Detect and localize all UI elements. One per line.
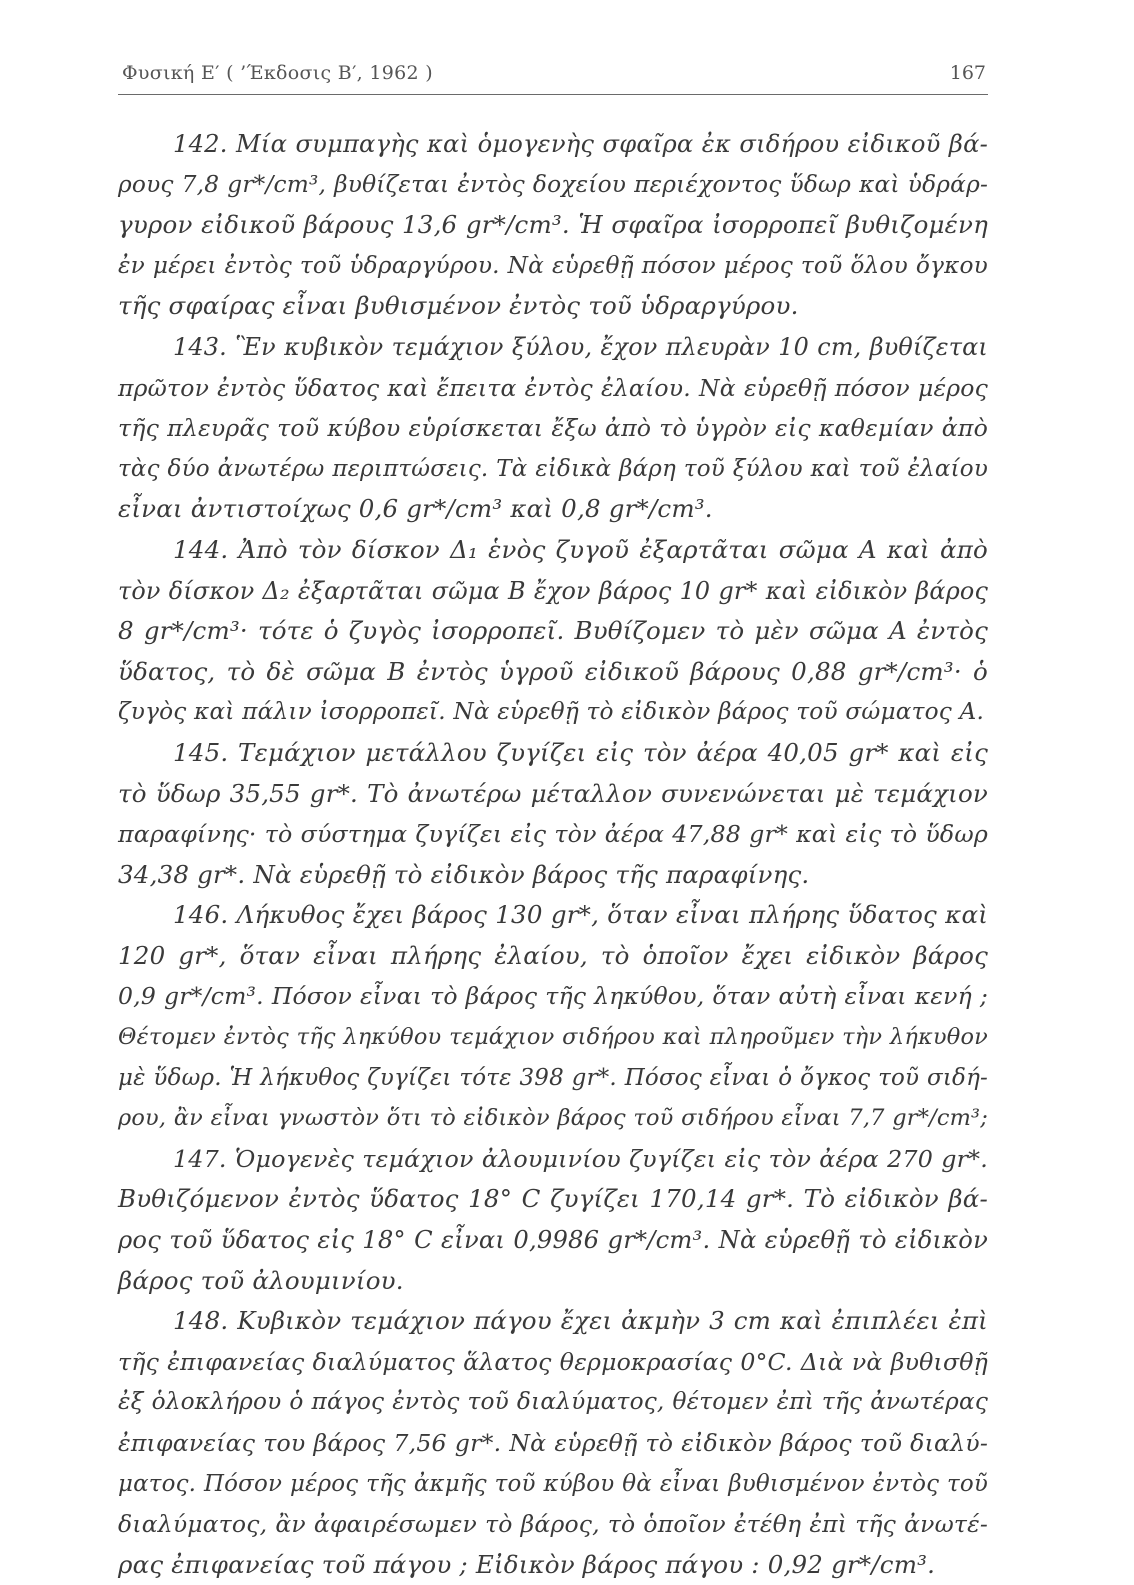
text-line: τὰς δύο ἀνωτέρω περιπτώσεις. Τὰ εἰδικὰ βάρη τοῦ ξύλου καὶ τοῦ ἐλαίου: [118, 455, 988, 482]
text-line: γυρον εἰδικοῦ βάρους 13,6 gr*/cm³. Ἡ σφαῖρα ἰσορροπεῖ βυθιζομένη: [118, 210, 988, 240]
text-line: ρου, ἂν εἶναι γνωστὸν ὅτι τὸ εἰδικὸν βάρος τοῦ σιδήρου εἶναι 7,7 gr*/cm³;: [118, 1105, 988, 1132]
page-header: [118, 58, 988, 95]
running-title: Φυσική Ε′ ( ’Έκδοσις Β′, 1962 ): [122, 62, 433, 84]
text-line: ἐπιφανείας του βάρος 7,56 gr*. Νὰ εὑρεθῇ τὸ εἰδικὸν βάρος τοῦ διαλύ-: [118, 1429, 988, 1457]
text-line: τῆς ἐπιφανείας διαλύματος ἅλατος θερμοκρασίας 0°C. Διὰ νὰ βυθισθῇ: [118, 1347, 988, 1376]
text-line: εἶναι ἀντιστοίχως 0,6 gr*/cm³ καὶ 0,8 gr*/cm³.: [118, 494, 713, 524]
text-line: παραφίνης· τὸ σύστημα ζυγίζει εἰς τὸν ἀέρα 47,88 gr* καὶ εἰς τὸ ὕδωρ: [118, 820, 988, 849]
text-line: ὕδατος, τὸ δὲ σῶμα Β ἐντὸς ὑγροῦ εἰδικοῦ βάρους 0,88 gr*/cm³· ὁ: [118, 656, 988, 686]
text-line: 142. Μία συμπαγὴς καὶ ὁμογενὴς σφαῖρα ἐκ σιδήρου εἰδικοῦ βά-: [173, 130, 988, 158]
text-line: τὸ ὕδωρ 35,55 gr*. Τὸ ἀνωτέρω μέταλλον συνενώνεται μὲ τεμάχιον: [118, 778, 988, 808]
text-line: διαλύματος, ἂν ἀφαιρέσωμεν τὸ βάρος, τὸ ὁποῖον ἐτέθη ἐπὶ τῆς ἀνωτέ-: [118, 1510, 988, 1539]
text-line: Βυθιζόμενον ἐντὸς ὕδατος 18° C ζυγίζει 170,14 gr*. Τὸ εἰδικὸν βά-: [118, 1184, 988, 1214]
text-line: 143. Ἓν κυβικὸν τεμάχιον ξύλου, ἔχον πλευρὰν 10 cm, βυθίζεται: [173, 332, 988, 361]
text-line: τῆς σφαίρας εἶναι βυθισμένον ἐντὸς τοῦ ὑδραργύρου.: [118, 291, 799, 321]
text-line: ματος. Πόσον μέρος τῆς ἀκμῆς τοῦ κύβου θὰ εἶναι βυθισμένον ἐντὸς τοῦ: [118, 1470, 988, 1497]
text-line: ζυγὸς καὶ πάλιν ἰσορροπεῖ. Νὰ εὑρεθῇ τὸ εἰδικὸν βάρος τοῦ σώματος Α.: [118, 698, 985, 726]
text-line: 145. Τεμάχιον μετάλλου ζυγίζει εἰς τὸν ἀέρα 40,05 gr* καὶ εἰς: [173, 737, 988, 767]
page-number: 167: [949, 62, 986, 84]
text-line: 144. Ἀπὸ τὸν δίσκον Δ₁ ἑνὸς ζυγοῦ ἐξαρτᾶται σῶμα Α καὶ ἀπὸ: [173, 534, 988, 564]
text-line: βάρος τοῦ ἀλουμινίου.: [118, 1265, 404, 1295]
text-line: ρας ἐπιφανείας τοῦ πάγου ; Εἰδικὸν βάρος πάγου : 0,92 gr*/cm³.: [118, 1549, 936, 1579]
text-line: 146. Λήκυθος ἔχει βάρος 130 gr*, ὅταν εἶναι πλήρης ὕδατος καὶ: [173, 900, 988, 930]
text-line: 34,38 gr*. Νὰ εὑρεθῇ τὸ εἰδικὸν βάρος τῆς παραφίνης.: [118, 859, 810, 889]
text-line: 8 gr*/cm³· τότε ὁ ζυγὸς ἰσορροπεῖ. Βυθίζομεν τὸ μὲν σῶμα Α ἐντὸς: [118, 616, 988, 646]
text-line: 120 gr*, ὅταν εἶναι πλήρης ἐλαίου, τὸ ὁποῖον ἔχει εἰδικὸν βάρος: [118, 940, 988, 970]
text-line: 147. Ὁμογενὲς τεμάχιον ἀλουμινίου ζυγίζει εἰς τὸν ἀέρα 270 gr*.: [173, 1144, 988, 1173]
problem-text: [118, 124, 988, 1585]
text-line: ρους 7,8 gr*/cm³, βυθίζεται ἐντὸς δοχείου περιέχοντος ὕδωρ καὶ ὑδράρ-: [118, 170, 988, 198]
text-line: τὸν δίσκον Δ₂ ἐξαρτᾶται σῶμα Β ἔχον βάρος 10 gr* καὶ εἰδικὸν βάρος: [118, 576, 988, 605]
text-line: τῆς πλευρᾶς τοῦ κύβου εὑρίσκεται ἔξω ἀπὸ τὸ ὑγρὸν εἰς καθεμίαν ἀπὸ: [118, 414, 988, 443]
text-line: ἐν μέρει ἐντὸς τοῦ ὑδραργύρου. Νὰ εὑρεθῇ πόσον μέρος τοῦ ὅλου ὄγκου: [118, 251, 988, 279]
text-line: 0,9 gr*/cm³. Πόσον εἶναι τὸ βάρος τῆς ληκύθου, ὅταν αὐτὴ εἶναι κενή ;: [118, 982, 988, 1011]
text-line: ἐξ ὁλοκλήρου ὁ πάγος ἐντὸς τοῦ διαλύματος, θέτομεν ἐπὶ τῆς ἀνωτέρας: [118, 1388, 988, 1416]
text-line: μὲ ὕδωρ. Ἡ λήκυθος ζυγίζει τότε 398 gr*. Πόσος εἶναι ὁ ὄγκος τοῦ σιδή-: [118, 1064, 988, 1091]
text-line: ρος τοῦ ὕδατος εἰς 18° C εἶναι 0,9986 gr*/cm³. Νὰ εὑρεθῇ τὸ εἰδικὸν: [118, 1226, 988, 1255]
text-line: 148. Κυβικὸν τεμάχιον πάγου ἔχει ἀκμὴν 3 cm καὶ ἐπιπλέει ἐπὶ: [173, 1306, 988, 1336]
text-line: πρῶτον ἐντὸς ὕδατος καὶ ἔπειτα ἐντὸς ἐλαίου. Νὰ εὑρεθῇ πόσον μέρος: [118, 373, 988, 402]
text-line: Θέτομεν ἐντὸς τῆς ληκύθου τεμάχιον σιδήρου καὶ πληροῦμεν τὴν λήκυθον: [118, 1024, 988, 1051]
